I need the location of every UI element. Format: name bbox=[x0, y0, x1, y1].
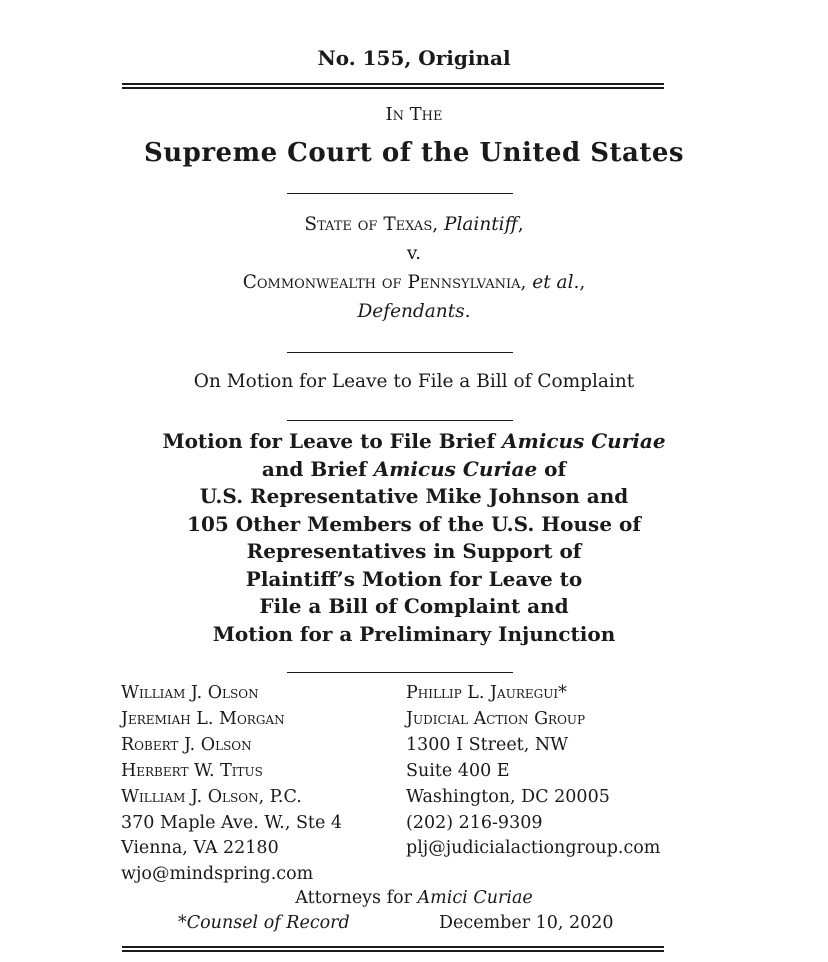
counsel-left-block bbox=[121, 681, 342, 888]
firm-name: Judicial Action Group bbox=[406, 708, 586, 729]
brief-title-text: Motion for Leave to File Brief bbox=[162, 429, 503, 453]
brief-title-line: Plaintiff’s Motion for Leave to bbox=[245, 566, 583, 591]
docket-number: No. 155, Original bbox=[317, 46, 511, 70]
divider-rule bbox=[287, 672, 513, 673]
defendant-role: Defendants bbox=[357, 301, 465, 322]
versus: v. bbox=[406, 243, 422, 264]
counsel-of-record-note bbox=[178, 913, 350, 933]
defendant-etal: et al. bbox=[532, 272, 580, 293]
brief-title-line: File a Bill of Complaint and bbox=[259, 594, 569, 618]
defendant-role-line bbox=[0, 297, 828, 326]
brief-title-line: 105 Other Members of the U.S. House of bbox=[187, 511, 641, 536]
bottom-double-rule bbox=[122, 946, 664, 952]
brief-title-line: Motion for a Preliminary Injunction bbox=[212, 621, 616, 646]
brief-title-text: and Brief bbox=[261, 456, 374, 481]
brief-title-text: of bbox=[537, 456, 567, 481]
motion-line: On Motion for Leave to File a Bill of Complaint bbox=[193, 371, 635, 392]
defendant-line bbox=[0, 268, 828, 297]
counsel-name: Herbert W. Titus bbox=[121, 760, 263, 781]
brief-title bbox=[0, 428, 828, 648]
address-line: Washington, DC 20005 bbox=[406, 786, 610, 807]
firm-name: William J. Olson, P.C. bbox=[121, 786, 302, 807]
address-line: Suite 400 E bbox=[406, 760, 510, 781]
case-caption bbox=[0, 210, 828, 326]
defendant-role-trail: . bbox=[464, 301, 471, 322]
plaintiff-name: State of Texas, bbox=[304, 214, 439, 235]
brief-title-italic: Amicus Curiae bbox=[502, 429, 666, 453]
amici-curiae-italic: Amici Curiae bbox=[417, 888, 533, 908]
defendant-name: Commonwealth of Pennsylvania, bbox=[242, 272, 527, 293]
counsel-name: William J. Olson bbox=[121, 683, 259, 703]
brief-title-line: U.S. Representative Mike Johnson and bbox=[199, 484, 629, 508]
brief-title-line bbox=[0, 456, 828, 484]
divider-rule bbox=[287, 193, 513, 194]
brief-title-line: Representatives in Support of bbox=[246, 539, 582, 563]
attorneys-for-line bbox=[0, 888, 828, 908]
court-name: Supreme Court of the United States bbox=[143, 138, 685, 168]
brief-title-line bbox=[0, 428, 828, 456]
filing-date: December 10, 2020 bbox=[439, 913, 614, 933]
address-line: Vienna, VA 22180 bbox=[121, 838, 279, 859]
in-the-heading: In The bbox=[385, 104, 443, 125]
counsel-name: Phillip L. Jauregui* bbox=[406, 683, 567, 703]
brief-title-italic: Amicus Curiae bbox=[373, 456, 538, 481]
counsel-name: Jeremiah L. Morgan bbox=[121, 708, 285, 729]
divider-rule bbox=[287, 420, 513, 421]
defendant-trail: , bbox=[579, 272, 586, 293]
email-address: wjo@mindspring.com bbox=[121, 864, 314, 885]
divider-rule bbox=[287, 352, 513, 353]
counsel-of-record-text: *Counsel of Record bbox=[178, 913, 350, 933]
counsel-right-block bbox=[406, 681, 660, 862]
address-line: 370 Maple Ave. W., Ste 4 bbox=[121, 812, 343, 833]
top-double-rule bbox=[122, 83, 664, 89]
email-address: plj@judicialactiongroup.com bbox=[406, 838, 661, 859]
counsel-name: Robert J. Olson bbox=[121, 734, 252, 755]
plaintiff-trail: , bbox=[517, 214, 524, 235]
attorneys-for-text: Attorneys for bbox=[295, 888, 418, 908]
plaintiff-line bbox=[0, 210, 828, 239]
address-line: 1300 I Street, NW bbox=[406, 734, 569, 755]
plaintiff-role: Plaintiff bbox=[444, 214, 518, 235]
phone-number: (202) 216-9309 bbox=[406, 812, 543, 833]
